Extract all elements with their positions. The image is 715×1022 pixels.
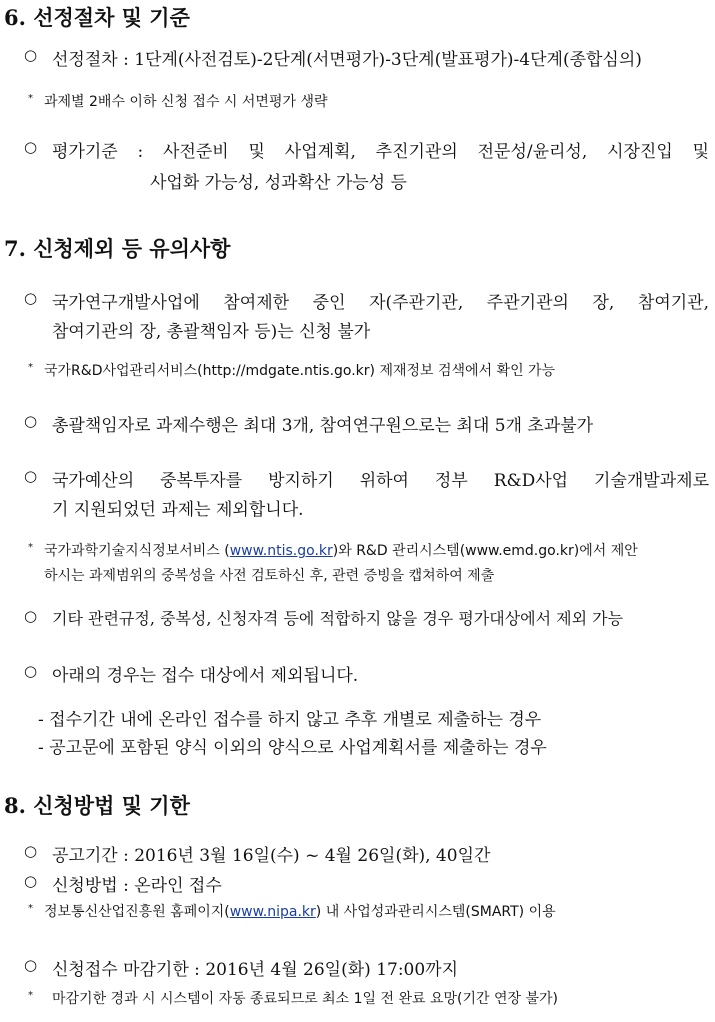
circle-bullet-icon: ○ <box>24 138 38 156</box>
restriction-text-line1: 국가연구개발사업에 참여제한 중인 자(주관기관, 주관기관의 장, 참여기관, <box>52 293 709 313</box>
circle-bullet-icon: ○ <box>24 842 38 860</box>
method-note-part-b: ) 내 사업성과관리시스템(SMART) 이용 <box>315 904 556 920</box>
circle-bullet-icon: ○ <box>24 872 38 890</box>
section-8-heading: 8. 신청방법 및 기한 <box>4 793 190 818</box>
duplicate-note-part-b: )와 R&D 관리시스템(www.emd.go.kr)에서 제안 <box>332 543 638 559</box>
excluded-case-2-text: - 공고문에 포함된 양식 이외의 양식으로 사업계획서를 제출하는 경우 <box>38 738 547 758</box>
nipa-link[interactable]: www.nipa.kr <box>229 904 316 920</box>
circle-bullet-icon: ○ <box>24 956 38 974</box>
other-exclusion-text: 기타 관련규정, 중복성, 신청자격 등에 적합하지 않을 경우 평가대상에서 제외 가능 <box>52 609 624 628</box>
application-method-text: 신청방법 : 온라인 접수 <box>52 876 222 896</box>
duplicate-text-line1: 국가예산의 중복투자를 방지하기 위하여 정부 R&D사업 기술개발과제로 <box>52 471 709 491</box>
duplicate-note-line1 <box>44 540 709 560</box>
restriction-note-text: 국가R&D사업관리서비스(http://mdgate.ntis.go.kr) 제재정보 검색에서 확인 가능 <box>44 363 556 379</box>
deadline-note-text: 마감기한 경과 시 시스템이 자동 종료되므로 최소 1일 전 완료 요망(기간 연장 불가) <box>52 991 558 1007</box>
circle-bullet-icon: ○ <box>24 289 38 307</box>
deadline-text: 신청접수 마감기한 : 2016년 4월 26일(화) 17:00까지 <box>52 960 459 980</box>
circle-bullet-icon: ○ <box>24 46 38 64</box>
duplicate-note-line2: 하시는 과제범위의 중복성을 사전 검토하신 후, 관련 증빙을 캡쳐하여 제출 <box>44 568 495 584</box>
section-6-heading: 6. 선정절차 및 기준 <box>4 5 190 30</box>
star-bullet-icon: * <box>28 542 33 553</box>
excluded-case-1-text: - 접수기간 내에 온라인 접수를 하지 않고 추후 개별로 제출하는 경우 <box>38 710 542 730</box>
announcement-period-text: 공고기간 : 2016년 3월 16일(수) ~ 4월 26일(화), 40일간 <box>52 846 491 866</box>
circle-bullet-icon: ○ <box>24 412 38 430</box>
ntis-link[interactable]: www.ntis.go.kr <box>229 543 333 559</box>
procedure-note-text: 과제별 2배수 이하 신청 접수 시 서면평가 생략 <box>44 94 328 110</box>
star-bullet-icon: * <box>28 903 33 914</box>
criteria-text-line1: 평가기준 : 사전준비 및 사업계획, 추진기관의 전문성/윤리성, 시장진입 및 <box>52 142 709 162</box>
duplicate-text-line2: 기 지원되었던 과제는 제외합니다. <box>52 500 304 520</box>
section-7-heading: 7. 신청제외 등 유의사항 <box>4 236 231 261</box>
circle-bullet-icon: ○ <box>24 607 38 625</box>
excluded-cases-text: 아래의 경우는 접수 대상에서 제외됩니다. <box>52 666 359 686</box>
restriction-text-line2: 참여기관의 장, 총괄책임자 등)는 신청 불가 <box>52 322 371 342</box>
star-bullet-icon: * <box>28 990 33 1001</box>
star-bullet-icon: * <box>28 362 33 373</box>
circle-bullet-icon: ○ <box>24 467 38 485</box>
criteria-text-line2: 사업화 가능성, 성과확산 가능성 등 <box>150 173 407 193</box>
application-method-note-text <box>44 901 709 921</box>
star-bullet-icon: * <box>28 93 33 104</box>
duplicate-note-part-a: 국가과학기술지식정보서비스 ( <box>44 543 230 559</box>
circle-bullet-icon: ○ <box>24 662 38 680</box>
procedure-text: 선정절차 : 1단계(사전검토)-2단계(서면평가)-3단계(발표평가)-4단계(종합심의) <box>52 50 642 70</box>
method-note-part-a: 정보통신산업진흥원 홈페이지( <box>44 904 230 920</box>
max-projects-text: 총괄책임자로 과제수행은 최대 3개, 참여연구원으로는 최대 5개 초과불가 <box>52 416 594 436</box>
